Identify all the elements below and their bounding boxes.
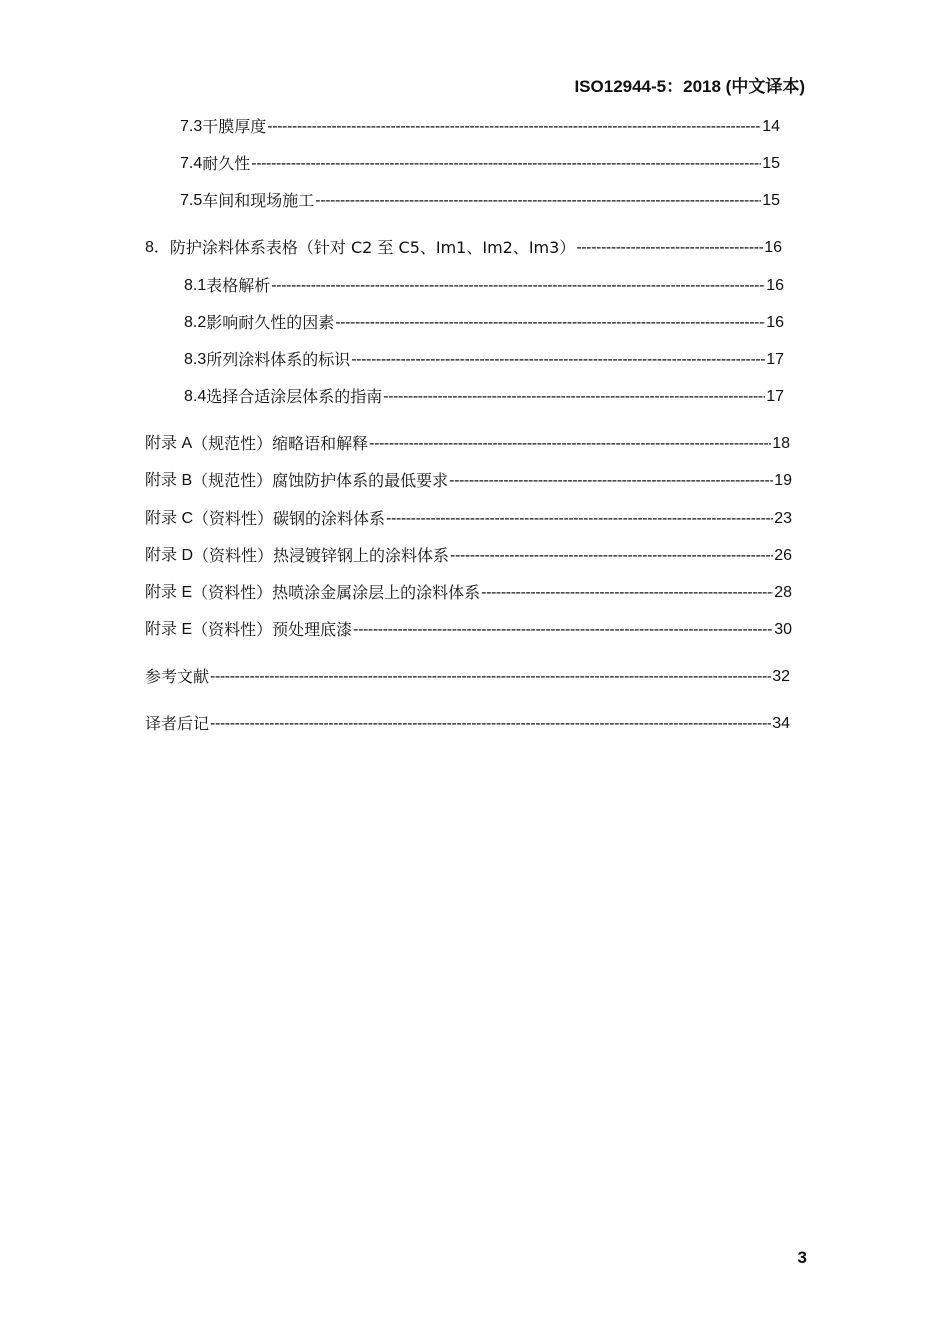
toc-entry-label: （资料性）热浸镀锌钢上的涂料体系 [193,546,450,565]
toc-entry-7-3[interactable] [180,115,780,139]
toc-entry-8-4[interactable] [184,385,784,409]
toc-entry-page: 32 [772,668,790,685]
toc-entry-number: 7.3 [180,118,203,135]
toc-entry-8-2[interactable] [184,311,784,335]
document-header-title: ISO12944-5：2018 (中文译本) [574,77,805,96]
toc-entry-label: （资料性）预处理底漆 [192,620,353,639]
toc-entry-number: 8.4 [184,388,207,405]
toc-dot-leader [383,385,765,409]
toc-entry-number: 7.4 [180,155,203,172]
toc-entry-number: 附录 C [145,510,194,527]
toc-entry-label: （规范性）腐蚀防护体系的最低要求 [192,471,449,490]
toc-dot-leader [353,618,773,642]
toc-entry-number: 附录 B [145,472,193,489]
toc-entry-appendix-b[interactable] [145,469,792,493]
toc-entry-references[interactable] [145,665,790,689]
toc-entry-appendix-c[interactable] [145,507,792,531]
toc-entry-label: （资料性）热喷涂金属涂层上的涂料体系 [192,583,481,602]
toc-entry-number: 8． [145,239,170,256]
toc-entry-page: 16 [766,277,784,294]
toc-dot-leader [210,665,771,689]
toc-entry-number: 附录 E [145,584,193,601]
toc-entry-label: （规范性）缩略语和解释 [192,434,369,453]
toc-entry-number: 8.1 [184,277,207,294]
toc-entry-page: 18 [772,435,790,452]
toc-entry-page: 16 [766,314,784,331]
toc-entry-8[interactable] [145,236,782,260]
toc-entry-label: 防护涂料体系表格（针对 C2 至 C5、Im1、Im2、Im3） [169,238,576,257]
toc-dot-leader [251,152,761,176]
toc-entry-7-4[interactable] [180,152,780,176]
toc-dot-leader [210,712,771,736]
toc-entry-number: 8.3 [184,351,207,368]
toc-entry-page: 16 [764,239,782,256]
toc-dot-leader [369,432,771,456]
toc-dot-leader [449,469,773,493]
toc-entry-8-3[interactable] [184,348,784,372]
toc-entry-label: 表格解析 [206,276,271,295]
toc-dot-leader [267,115,761,139]
toc-entry-label: 车间和现场施工 [202,191,315,210]
toc-entry-page: 17 [766,388,784,405]
toc-entry-label: 干膜厚度 [202,117,267,136]
toc-entry-label: 影响耐久性的因素 [206,313,335,332]
toc-entry-page: 17 [766,351,784,368]
toc-entry-appendix-e-primer[interactable] [145,618,792,642]
toc-entry-label: 所列涂料体系的标识 [206,350,351,369]
toc-entry-page: 15 [762,192,780,209]
toc-entry-page: 14 [762,118,780,135]
toc-entry-number: 附录 E [145,621,193,638]
toc-entry-number: 附录 A [145,435,193,452]
toc-entry-7-5[interactable] [180,189,780,213]
toc-entry-page: 23 [774,510,792,527]
toc-entry-number: 8.2 [184,314,207,331]
toc-entry-8-1[interactable] [184,274,784,298]
toc-entry-label: 译者后记 [145,714,210,733]
toc-entry-appendix-d[interactable] [145,544,792,568]
toc-entry-number: 附录 D [145,547,194,564]
toc-entry-translator-afterword[interactable] [145,712,790,736]
toc-dot-leader [351,348,765,372]
toc-dot-leader [335,311,765,335]
toc-dot-leader [271,274,765,298]
toc-entry-page: 34 [772,715,790,732]
toc-entry-label: 耐久性 [202,154,251,173]
toc-entry-label: 选择合适涂层体系的指南 [206,387,383,406]
toc-entry-page: 30 [774,621,792,638]
page-number: 3 [797,1248,807,1267]
toc-dot-leader [450,544,773,568]
toc-entry-page: 28 [774,584,792,601]
toc-dot-leader [315,189,761,213]
toc-entry-page: 15 [762,155,780,172]
toc-dot-leader [481,581,773,605]
toc-entry-appendix-a[interactable] [145,432,790,456]
toc-entry-number: 7.5 [180,192,203,209]
toc-entry-appendix-e[interactable] [145,581,792,605]
toc-entry-page: 26 [774,547,792,564]
toc-dot-leader [386,507,773,531]
toc-entry-label: 参考文献 [145,667,210,686]
toc-entry-label: （资料性）碳钢的涂料体系 [193,509,386,528]
toc-entry-page: 19 [774,472,792,489]
toc-dot-leader [576,236,763,260]
